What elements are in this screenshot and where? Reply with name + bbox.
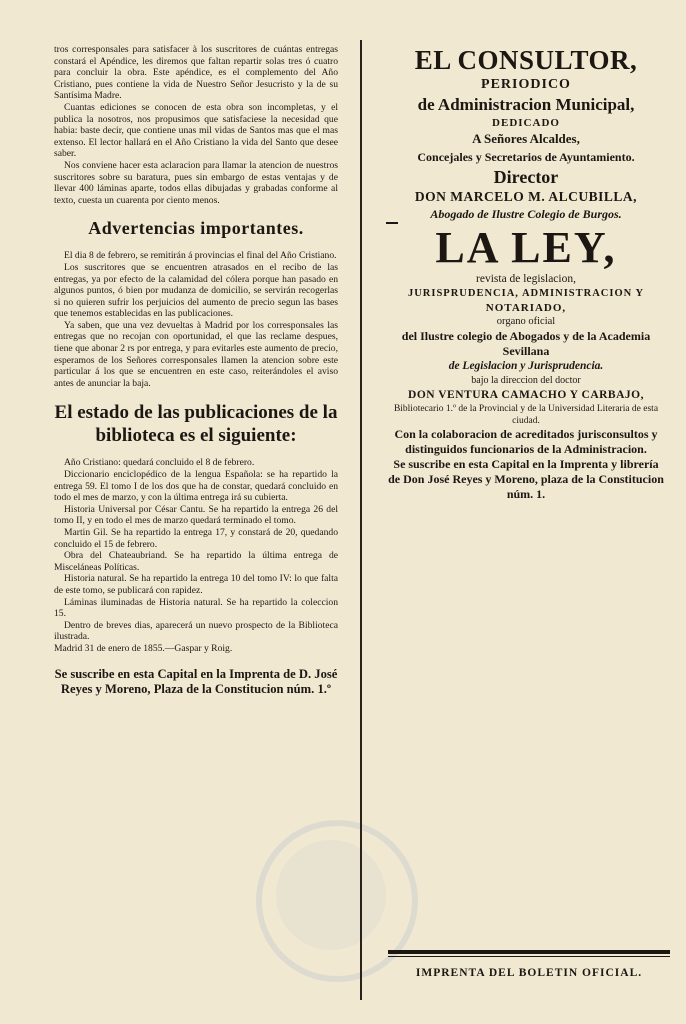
legislacion-line: de Legislacion y Jurisprudencia. <box>448 360 604 372</box>
estado-item: Historia Universal por César Cantu. Se ha repartido la entrega 26 del tomo II, y en todo el mes de marzo quedará terminado el tomo. <box>54 503 338 527</box>
left-column <box>54 44 338 697</box>
imprenta-footer: IMPRENTA DEL BOLETIN OFICIAL. <box>415 967 643 979</box>
advertencias-heading: Advertencias importantes. <box>88 218 304 239</box>
periodico-label: PERIODICO <box>481 77 571 92</box>
concejales-line: Concejales y Secretarios de Ayuntamiento. <box>417 150 635 164</box>
alcaldes-line: A Señores Alcaldes, <box>472 131 580 146</box>
notariado-line: NOTARIADO, <box>485 302 567 314</box>
intro-paragraph: Nos conviene hacer esta aclaracion para llamar la atencion de nuestros suscritores sobre su baratura, pues sin embargo de estas ventajas y de llevar 400 láminas aparte, todos ellas dibujadas y grabadas conforme al texto, cuesta un cuarenta por ciento menos. <box>54 159 338 206</box>
intro-paragraph: Cuantas ediciones se conocen de esta obra son incompletas, y el publica la nosotros, nos propusimos que satisfaciese la necesidad que habia: baste decir, que contiene unas mil vidas de Santos mas que el mas extenso. El lector hallará en el Año Cristiano la vida del Santo que desee saber. <box>54 101 338 160</box>
colaboracion-line: Con la colaboracion de acreditados jurisconsultos y distinguidos funcionarios de la Administracion. <box>394 427 658 456</box>
estado-heading: El estado de las publicaciones de la biblioteca es el siguiente: <box>54 402 338 447</box>
director-label: Director <box>493 167 559 187</box>
dedicado-label: DEDICADO <box>492 117 560 129</box>
intro-paragraph: tros corresponsales para satisfacer à los suscritores de cuántas entregas constará el Apéndice, les diremos que faltan repartir solas tres ó cuatro para concluir la obra. Este apéndice, es el complemento del Año Cristiano, pues contiene la vida de Nuestro Señor Jesucristo y la de su Santísima Madre. <box>54 44 338 102</box>
library-seal-watermark-inner <box>276 840 386 950</box>
estado-item: Diccionario enciclopédico de la lengua Española: se ha repartido la entrega 59. El tomo I de los dos que ha de constar, quedará concluido en todo el mes de marzo, y con la última entrega irá su cubierta. <box>54 469 338 504</box>
abogado-line: Abogado de Ilustre Colegio de Burgos. <box>430 207 622 221</box>
estado-item: Dentro de breves dias, aparecerá un nuevo prospecto de la Biblioteca ilustrada. <box>54 619 338 643</box>
right-column <box>386 44 666 502</box>
right-subscription-notice: Se suscribe en esta Capital en la Imprenta y librería de Don José Reyes y Moreno, plaza de la Constitucion núm. 1. <box>388 457 664 501</box>
estado-item: Año Cristiano: quedará concluido el 8 de febrero. <box>64 457 255 469</box>
estado-item: Martin Gil. Se ha repartido la entrega 17, y constará de 20, quedando concluido el 15 de febrero. <box>54 527 338 550</box>
ventura-name: DON VENTURA CAMACHO Y CARBAJO, <box>408 389 644 401</box>
column-divider <box>360 40 362 1000</box>
consultor-title: EL CONSULTOR, <box>414 45 638 75</box>
bibliotecario-line: Bibliotecario 1.º de la Provincial y de la Universidad Literaria de esta ciudad. <box>393 404 659 426</box>
left-subscription-notice: Se suscribe en esta Capital en la Imprenta de D. José Reyes y Moreno, Plaza de la Constitucion núm. 1.º <box>54 666 338 696</box>
signature-line: Madrid 31 de enero de 1855.—Gaspar y Roig. <box>54 642 233 654</box>
jurisprudencia-line: JURISPRUDENCIA, ADMINISTRACION Y <box>407 288 645 299</box>
ilustre-colegio-line: del Ilustre colegio de Abogados y de la Academia Sevillana <box>401 329 651 358</box>
revista-line: revista de legislacion, <box>476 273 576 285</box>
estado-item: Láminas iluminadas de Historia natural. Se ha repartido la coleccion 15. <box>54 596 338 620</box>
organo-line: organo oficial <box>496 316 556 327</box>
footer-thick-rule <box>388 950 670 954</box>
footer-thin-rule <box>388 956 670 957</box>
advertencia-paragraph: El dia 8 de febrero, se remitirán á provincias el final del Año Cristiano. <box>64 250 337 262</box>
estado-item: Obra del Chateaubriand. Se ha repartido la última entrega de Misceláneas Políticas. <box>54 550 338 573</box>
advertencia-paragraph: Los suscritores que se encuentren atrasados en el recibo de las entregas, ya por efecto de la calamidad del cólera porque han pasado en algunos puntos, ó bien por mudanza de domicilio, se servirán recogerlas si no quieren sufrir los perjuicios del aumento de precio segun las bases que tenemos establecidas en las publicaciones. <box>54 261 338 320</box>
estado-item: Historia natural. Se ha repartido la entrega 10 del tomo IV: lo que falta de este tomo, se publicará con rapidez. <box>54 573 338 596</box>
director-name: DON MARCELO M. ALCUBILLA, <box>414 189 638 204</box>
advertencia-paragraph: Ya saben, que una vez devueltas à Madrid por los corresponsales las entregas que no recojan con oportunidad, el que las reclame despues, tiene que abonar 2 rs por entrega, y para evitarles este aumento de precio, esperamos de los Señores corresponsales llamen la atencion sobre este particular á los que se encuentren en este caso, reiterándoles el aviso antes de anunciar la baja. <box>54 319 338 389</box>
direccion-line: bajo la direccion del doctor <box>471 375 581 386</box>
la-ley-title: LA LEY, <box>435 223 617 272</box>
administracion-line: de Administracion Municipal, <box>417 95 635 114</box>
